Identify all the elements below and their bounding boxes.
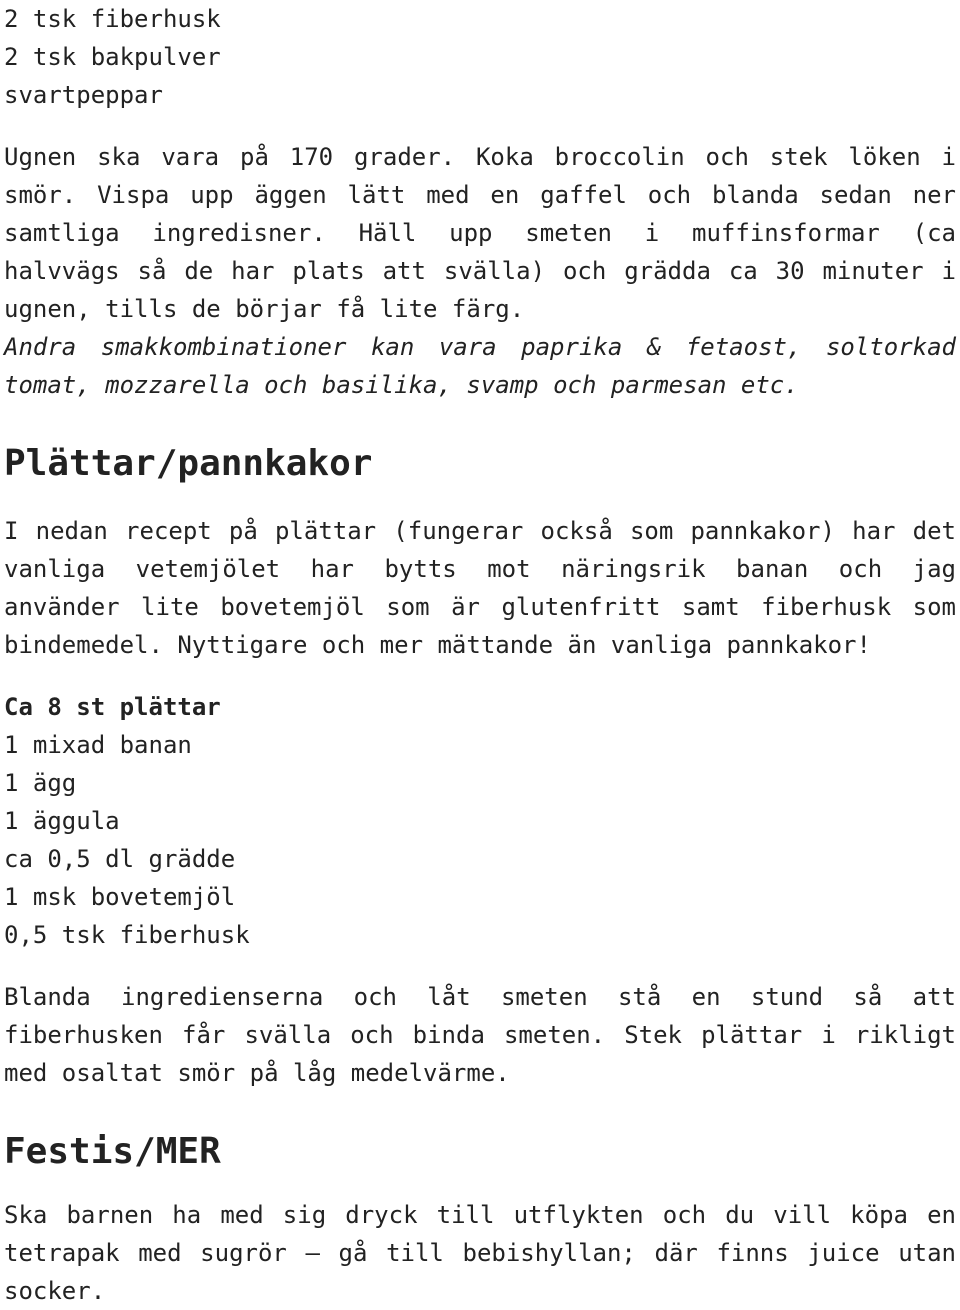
section-heading-plattar: Plättar/pannkakor	[4, 443, 373, 484]
ingredient-item: 1 ägg	[4, 769, 77, 797]
ingredient-item: 0,5 tsk fiberhusk	[4, 921, 250, 949]
plattar-intro: I nedan recept på plättar (fungerar också som pannkakor) har det vanliga vetemjölet har bytts mot näringsrik banan och jag använder lite bovetemjöl som är glutenfritt samt fiberhusk som bindemedel. Nyttigare och mer mättande än vanliga pannkakor!	[4, 517, 956, 659]
ingredient-item: svartpeppar	[4, 81, 163, 109]
festis-text: Ska barnen ha med sig dryck till utflykten och du vill köpa en tetrapak med sugrör – gå till bebishyllan; där finns juice utan socker.	[4, 1201, 956, 1305]
muffin-tip: Andra smakkombinationer kan vara paprika & fetaost, soltorkad tomat, mozzarella och basilika, svamp och parmesan etc.	[4, 333, 956, 399]
ingredient-item: 2 tsk bakpulver	[4, 43, 221, 71]
ingredient-item: 2 tsk fiberhusk	[4, 5, 221, 33]
plattar-ingredient-list	[4, 726, 956, 954]
ingredient-item: ca 0,5 dl grädde	[4, 845, 236, 873]
plattar-method: Blanda ingredienserna och låt smeten stå en stund så att fiberhusken får svälla och binda smeten. Stek plättar i rikligt med osaltat smör på låg medelvärme.	[4, 983, 956, 1087]
muffin-method: Ugnen ska vara på 170 grader. Koka broccolin och stek löken i smör. Vispa upp äggen lätt med en gaffel och blanda sedan ner samtliga ingredisner. Häll upp smeten i muffinsformar (ca halvvägs så de har plats att svälla) och grädda ca 30 minuter i ugnen, tills de börjar få lite färg.	[4, 143, 956, 323]
plattar-yield: Ca 8 st plättar	[4, 693, 221, 721]
ingredient-item: 1 äggula	[4, 807, 120, 835]
intro-ingredient-list	[4, 0, 956, 114]
ingredient-item: 1 mixad banan	[4, 731, 192, 759]
section-heading-festis: Festis/MER	[4, 1131, 221, 1172]
ingredient-item: 1 msk bovetemjöl	[4, 883, 236, 911]
